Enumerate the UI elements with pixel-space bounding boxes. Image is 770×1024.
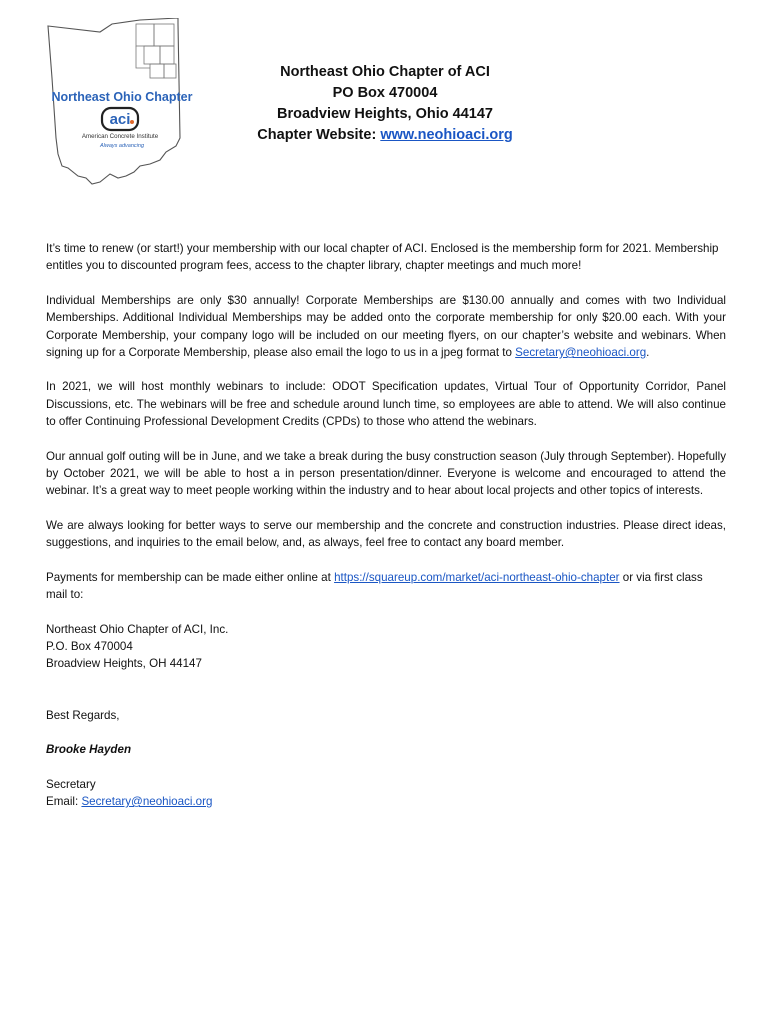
logo-acronym: aci xyxy=(109,111,131,128)
website-line xyxy=(230,125,540,146)
letterhead xyxy=(230,62,540,146)
letter-body xyxy=(46,240,726,810)
paragraph-payments xyxy=(46,569,726,604)
logo-chapter-name: Northeast Ohio Chapter xyxy=(51,90,193,104)
website-link[interactable]: www.neohioaci.org xyxy=(380,127,513,143)
website-label: Chapter Website: xyxy=(257,127,381,143)
memberships-end: . xyxy=(646,346,650,360)
paragraph-memberships xyxy=(46,292,726,362)
city-state: Broadview Heights, Ohio 44147 xyxy=(277,106,493,122)
secretary-email-link[interactable]: Secretary@neohioaci.org xyxy=(515,346,647,360)
squareup-link[interactable]: https://squareup.com/market/aci-northeast-ohio-chapter xyxy=(334,570,620,584)
ohio-map-logo xyxy=(40,18,200,186)
signer-details xyxy=(46,776,726,811)
address-line-2: P.O. Box 470004 xyxy=(46,639,133,653)
signer-name: Brooke Hayden xyxy=(46,743,132,757)
paragraph-golf-outing: Our annual golf outing will be in June, and we take a break during the busy construction season (July through September). Hopefully by October 2021, we will be able to host a in person presentation/dinner. Everyone is welcome and encouraged to attend the webinar. It’s a great way to meet people working within the industry and to hear about local projects and other topics of interests. xyxy=(46,449,726,498)
paragraph-renewal: It’s time to renew (or start!) your membership with our local chapter of ACI. Enclosed is the membership form for 2021. Membership entitles you to discounted program fees, access to the chapter library, chapter meetings and much more! xyxy=(46,242,719,273)
logo-tagline: Always advancing xyxy=(99,143,145,149)
signer-title: Secretary xyxy=(46,777,96,791)
po-box: PO Box 470004 xyxy=(332,85,438,101)
paragraph-feedback: We are always looking for better ways to serve our membership and the concrete and construction industries. Please direct ideas, suggestions, and inquiries to the email below, and, as always, feel free to contact any board member. xyxy=(46,518,726,550)
memberships-text: Individual Memberships are only $30 annually! Corporate Memberships are $130.00 annually and comes with two Individual Memberships. Additional Individual Memberships may be added onto the corporate membership for only $20.00 each. With your Corporate Membership, your company logo will be included on our meeting flyers, on our chapter’s website and webinars. When signing up for a Corporate Membership, please also email the logo to us in a jpeg format to xyxy=(46,293,726,360)
email-label: Email: xyxy=(46,794,82,808)
mailing-address xyxy=(46,621,726,673)
org-name: Northeast Ohio Chapter of ACI xyxy=(280,64,490,80)
chapter-logo xyxy=(40,18,200,186)
signer-email-link[interactable]: Secretary@neohioaci.org xyxy=(81,794,213,808)
signer-email-line xyxy=(46,793,726,810)
address-line-3: Broadview Heights, OH 44147 xyxy=(46,657,202,671)
closing: Best Regards, xyxy=(46,708,120,722)
logo-institute: American Concrete Institute xyxy=(81,133,159,140)
address-line-1: Northeast Ohio Chapter of ACI, Inc. xyxy=(46,622,229,636)
paragraph-webinars: In 2021, we will host monthly webinars to include: ODOT Specification updates, Virtual Tour of Opportunity Corridor, Panel Discussions, etc. The webinars will be free and schedule around lunch time, so employees are able to attend. We will also continue to offer Continuing Professional Development Credits (CPDs) to those who attend the webinars. xyxy=(46,380,726,429)
payments-text: Payments for membership can be made either online at xyxy=(46,570,335,584)
payments-end: or via first class mail to: xyxy=(46,570,703,602)
